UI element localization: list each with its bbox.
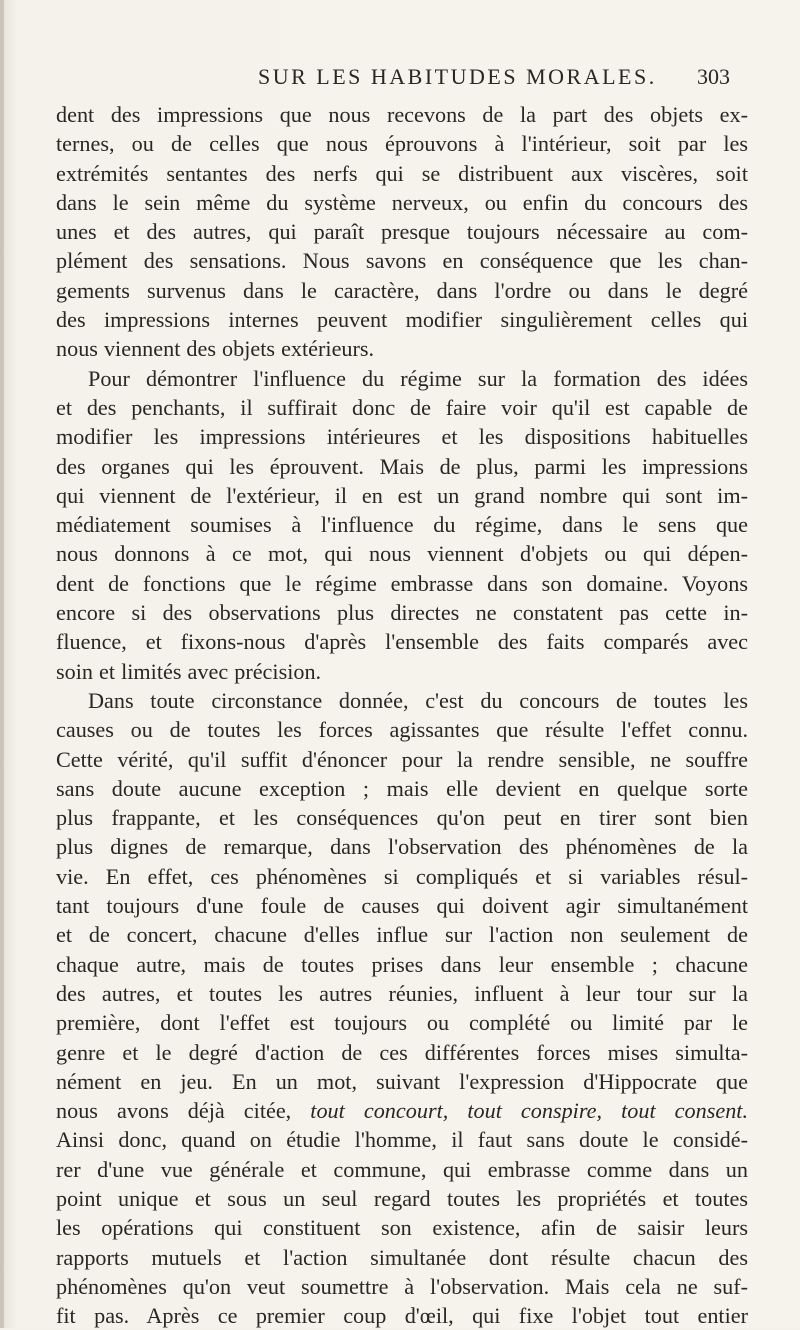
text-line: dans le sein même du système nerveux, ou enfin du concours des [56, 189, 748, 215]
text-line: plus frappante, et les conséquences qu'on peut en tirer sont bien [56, 805, 748, 831]
text-line: et de concert, chacune d'elles influe sur l'action non seulement de [56, 922, 748, 948]
text-line: Ainsi donc, quand on étudie l'homme, il faut sans doute le considé- [56, 1127, 748, 1153]
text-line: vie. En effet, ces phénomènes si compliqués et si variables résul- [56, 863, 748, 889]
text-line: rer d'une vue générale et commune, qui embrasse comme dans un [56, 1156, 748, 1182]
text-line: sans doute aucune exception ; mais elle devient en quelque sorte [56, 775, 748, 801]
text-line: nément en jeu. En un mot, suivant l'expression d'Hippocrate que [56, 1068, 748, 1094]
text-line: médiatement soumises à l'influence du régime, dans le sens que [56, 512, 748, 538]
text-line: première, dont l'effet est toujours ou complété ou limité par le [56, 1010, 748, 1036]
text-line: phénomènes qu'on veut soumettre à l'observation. Mais cela ne suf- [56, 1273, 748, 1299]
text-line: tant toujours d'une foule de causes qui doivent agir simultanément [56, 893, 748, 919]
text-line: ternes, ou de celles que nous éprouvons à l'intérieur, soit par les [56, 131, 748, 157]
text-line: rapports mutuels et l'action simultanée dont résulte chacun des [56, 1244, 748, 1270]
text-line: des organes qui les éprouvent. Mais de plus, parmi les impressions [56, 453, 748, 479]
body-text [56, 100, 748, 1330]
text-line: nous viennent des objets extérieurs. [56, 336, 375, 362]
text-line: soin et limités avec précision. [56, 658, 322, 684]
text-line: causes ou de toutes les forces agissantes que résulte l'effet connu. [56, 717, 748, 743]
page-header [118, 64, 730, 94]
running-title: SUR LES HABITUDES MORALES. [258, 64, 657, 89]
text-line: Cette vérité, qu'il suffit d'énoncer pour la rendre sensible, ne souffre [56, 746, 748, 772]
text-line: Pour démontrer l'influence du régime sur la formation des idées [88, 365, 748, 391]
text-line-with-quote [56, 1096, 748, 1125]
text-line: plus dignes de remarque, dans l'observation des phénomènes de la [56, 834, 748, 860]
text-line: des impressions internes peuvent modifier singulièrement celles qui [56, 307, 748, 333]
text-line: point unique et sous un seul regard toutes les propriétés et toutes [56, 1185, 748, 1211]
text-line: nous donnons à ce mot, qui nous viennent d'objets ou qui dépen- [56, 541, 748, 567]
text-line: modifier les impressions intérieures et les dispositions habituelles [56, 424, 748, 450]
text-line: fit pas. Après ce premier coup d'œil, qui fixe l'objet tout entier [56, 1303, 748, 1329]
text-line: les opérations qui constituent son existence, afin de saisir leurs [56, 1215, 748, 1241]
page-spine-shadow [0, 0, 4, 1328]
text-line: Dans toute circonstance donnée, c'est du concours de toutes les [88, 687, 748, 713]
text-line: unes et des autres, qui paraît presque toujours nécessaire au com- [56, 219, 748, 245]
text-line: plément des sensations. Nous savons en conséquence que les chan- [56, 248, 748, 274]
page-number: 303 [697, 64, 730, 89]
text-line: qui viennent de l'extérieur, il en est un grand nombre qui sont im- [56, 482, 748, 508]
text-line: genre et le degré d'action de ces différentes forces mises simulta- [56, 1039, 748, 1065]
text-line: encore si des observations plus directes ne constatent pas cette in- [56, 600, 748, 626]
text-line: et des penchants, il suffirait donc de faire voir qu'il est capable de [56, 394, 748, 420]
text-line: dent de fonctions que le régime embrasse dans son domaine. Voyons [56, 570, 748, 596]
text-line: extrémités sentantes des nerfs qui se distribuent aux viscères, soit [56, 160, 748, 186]
text-line: gements survenus dans le caractère, dans l'ordre ou dans le degré [56, 277, 748, 303]
text-line: fluence, et fixons-nous d'après l'ensemble des faits comparés avec [56, 629, 748, 655]
text-line: chaque autre, mais de toutes prises dans leur ensemble ; chacune [56, 951, 748, 977]
text-line: des autres, et toutes les autres réunies, influent à leur tour sur la [56, 980, 748, 1006]
quote-lead-text: nous avons déjà citée, [56, 1098, 311, 1124]
text-line: dent des impressions que nous recevons de la part des objets ex- [56, 102, 748, 127]
hippocrates-quote: tout concourt, tout conspire, tout consent. [310, 1098, 748, 1124]
